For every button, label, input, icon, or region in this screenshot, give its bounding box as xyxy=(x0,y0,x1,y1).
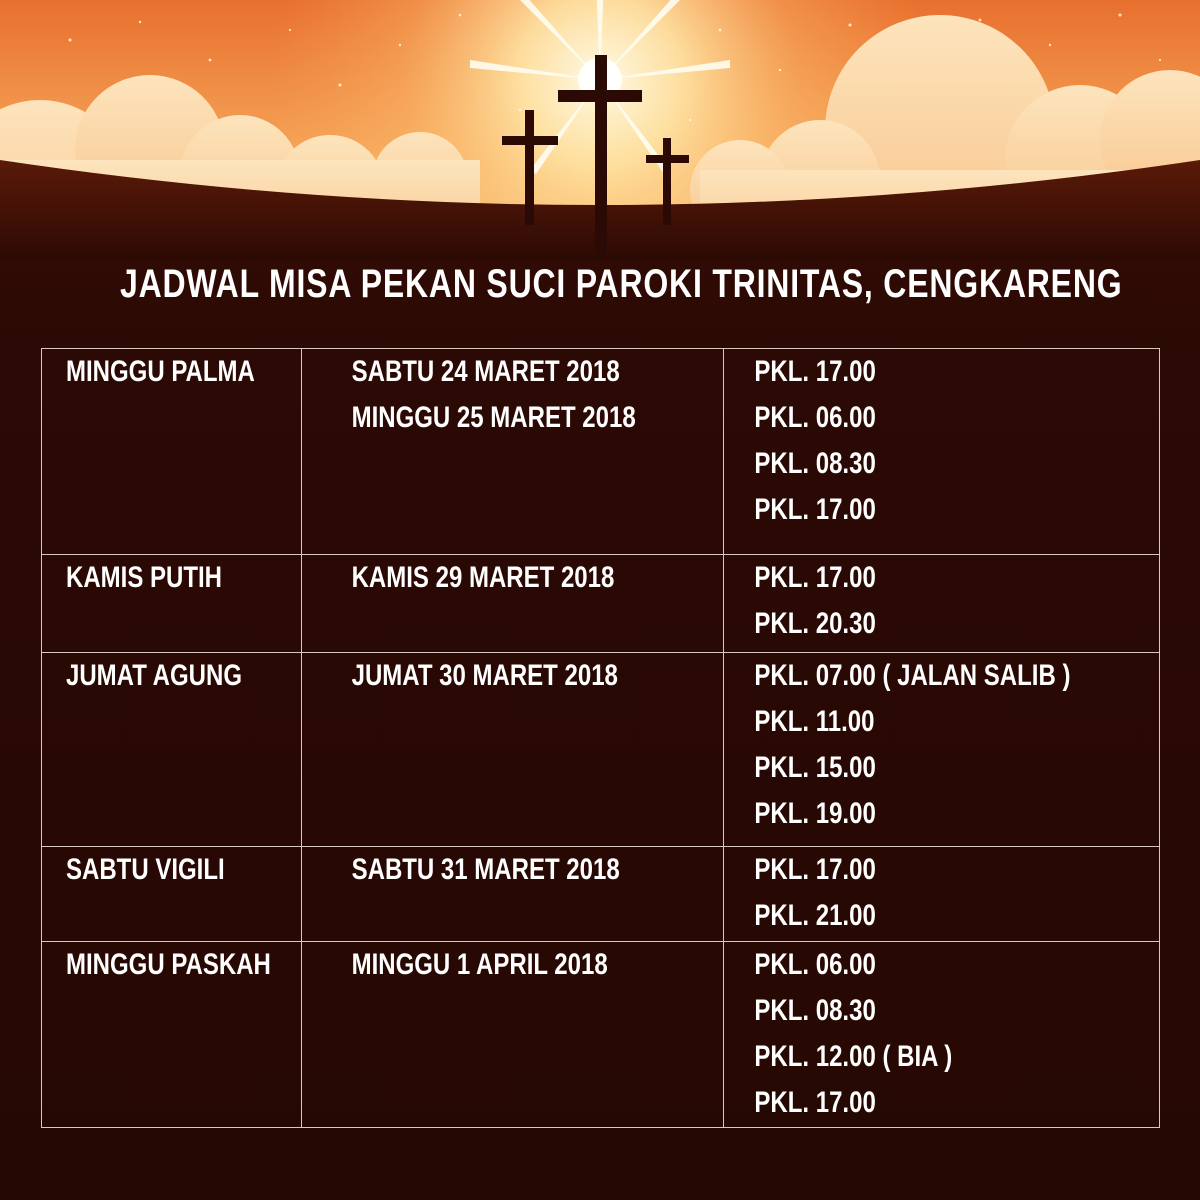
time-text: PKL. 21.00 xyxy=(754,899,876,932)
time-text: PKL. 06.00 xyxy=(754,948,876,981)
date-text: JUMAT 30 MARET 2018 xyxy=(351,659,618,692)
time-text: PKL. 17.00 xyxy=(754,493,876,526)
time-text: PKL. 12.00 ( BIA ) xyxy=(754,1040,953,1073)
event-cell xyxy=(42,349,302,555)
date-text: MINGGU 1 APRIL 2018 xyxy=(351,948,608,981)
event-cell xyxy=(42,942,302,1128)
date-text: SABTU 31 MARET 2018 xyxy=(351,853,620,886)
page-title: JADWAL MISA PEKAN SUCI PAROKI TRINITAS, CENGKARENG xyxy=(120,262,1123,306)
table-row xyxy=(42,847,1160,942)
schedule-table xyxy=(41,348,1160,1128)
table-row xyxy=(42,653,1160,847)
table-row xyxy=(42,555,1160,653)
event-name: MINGGU PALMA xyxy=(66,355,255,388)
event-name: KAMIS PUTIH xyxy=(66,561,222,594)
time-cell xyxy=(724,349,1160,555)
date-text: MINGGU 25 MARET 2018 xyxy=(351,401,636,434)
time-cell xyxy=(724,847,1160,942)
time-cell xyxy=(724,942,1160,1128)
time-cell xyxy=(724,653,1160,847)
date-text: KAMIS 29 MARET 2018 xyxy=(351,561,615,594)
event-cell xyxy=(42,653,302,847)
date-text: SABTU 24 MARET 2018 xyxy=(351,355,620,388)
time-text: PKL. 11.00 xyxy=(754,705,875,738)
time-text: PKL. 07.00 ( JALAN SALIB ) xyxy=(754,659,1071,692)
date-cell xyxy=(302,653,724,847)
sunset-sky-illustration xyxy=(0,0,1200,260)
time-text: PKL. 15.00 xyxy=(754,751,876,784)
time-text: PKL. 20.30 xyxy=(754,607,876,640)
table-row xyxy=(42,349,1160,555)
time-cell xyxy=(724,555,1160,653)
time-text: PKL. 17.00 xyxy=(754,355,876,388)
date-cell xyxy=(302,349,724,555)
date-cell xyxy=(302,942,724,1128)
event-cell xyxy=(42,555,302,653)
date-cell xyxy=(302,555,724,653)
event-name: MINGGU PASKAH xyxy=(66,948,271,981)
time-text: PKL. 08.30 xyxy=(754,447,876,480)
table-row xyxy=(42,942,1160,1128)
time-text: PKL. 17.00 xyxy=(754,561,876,594)
event-name: JUMAT AGUNG xyxy=(66,659,242,692)
date-cell xyxy=(302,847,724,942)
time-text: PKL. 06.00 xyxy=(754,401,876,434)
time-text: PKL. 17.00 xyxy=(754,1086,876,1119)
time-text: PKL. 19.00 xyxy=(754,797,876,830)
time-text: PKL. 17.00 xyxy=(754,853,876,886)
event-name: SABTU VIGILI xyxy=(66,853,225,886)
time-text: PKL. 08.30 xyxy=(754,994,876,1027)
event-cell xyxy=(42,847,302,942)
